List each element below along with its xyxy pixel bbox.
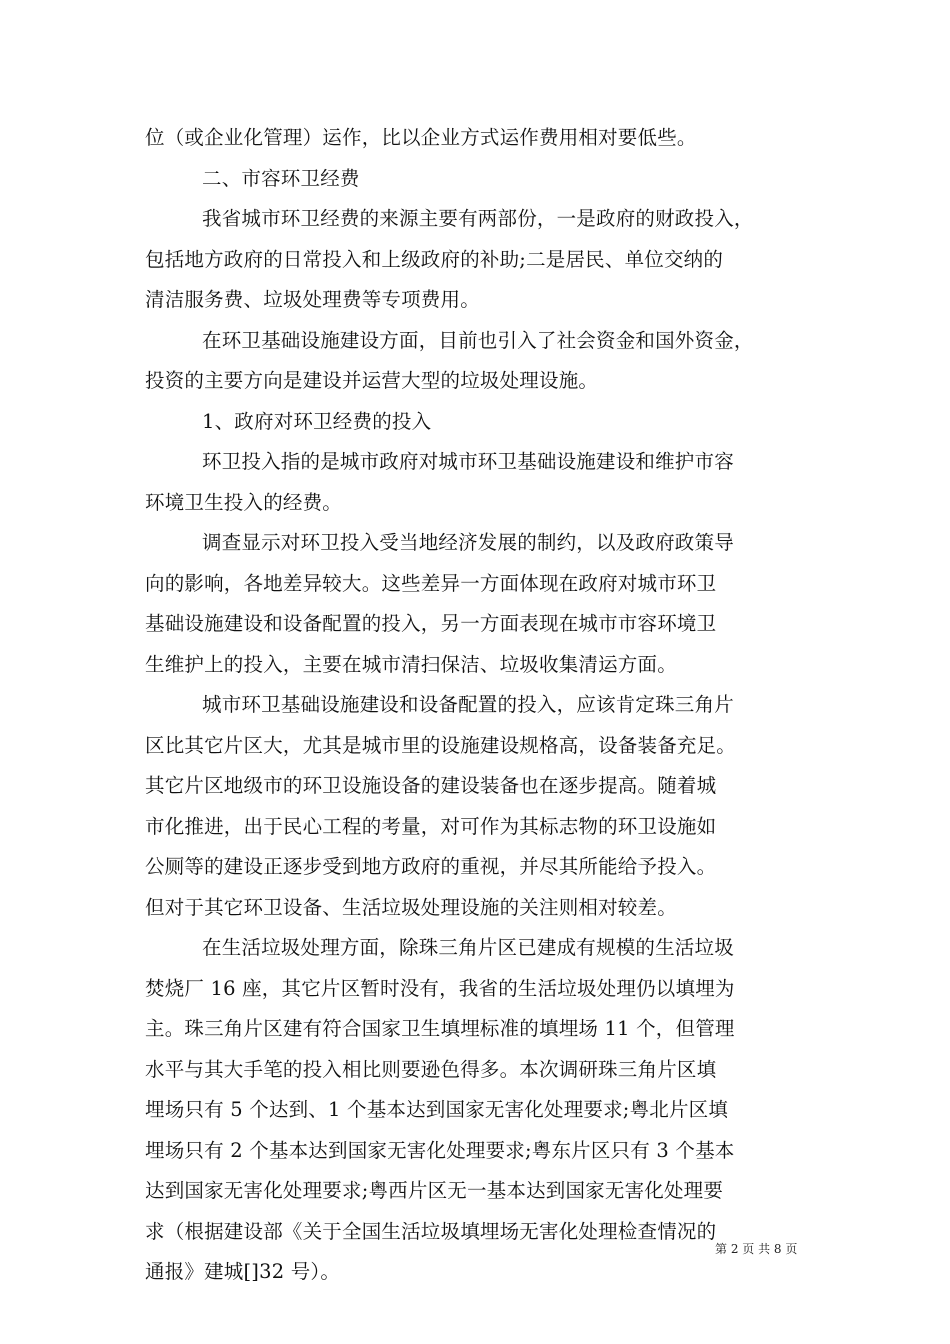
text-line-26: 埋场只有 2 个基本达到国家无害化处理要求;粤东片区只有 3 个基本 [145,1138,735,1162]
text-line-4: 包括地方政府的日常投入和上级政府的补助;二是居民、单位交纳的 [145,247,724,271]
text-line-22: 焚烧厂 16 座，其它片区暂时没有，我省的生活垃圾处理仍以填埋为 [145,976,735,1000]
text-line-25: 埋场只有 5 个达到、1 个基本达到国家无害化处理要求;粤北片区填 [145,1098,729,1121]
text-line-10: 环境卫生投入的经费。 [145,490,343,514]
text-line-14: 生维护上的投入，主要在城市清扫保洁、垃圾收集清运方面。 [145,652,677,676]
text-line-18: 市化推进，出于民心工程的考量，对可作为其标志物的环卫设施如 [145,814,717,838]
text-line-16: 区比其它片区大，尤其是城市里的设施建设规格高，设备装备充足。 [145,733,737,757]
text-line-12: 向的影响，各地差异较大。这些差异一方面体现在政府对城市环卫 [145,571,717,595]
text-line-1: 位（或企业化管理）运作，比以企业方式运作费用相对要低些。 [145,126,697,149]
text-line-19: 公厕等的建设正逐步受到地方政府的重视，并尽其所能给予投入。 [145,855,717,878]
text-line-11: 调查显示对环卫投入受当地经济发展的制约，以及政府政策导 [202,531,734,554]
text-line-9: 环卫投入指的是城市政府对城市环卫基础设施建设和维护市容 [202,450,734,473]
text-line-5: 清洁服务费、垃圾处理费等专项费用。 [145,288,480,311]
text-line-23: 主。珠三角片区建有符合国家卫生填埋标准的填埋场 11 个，但管理 [145,1017,735,1040]
text-line-7: 投资的主要方向是建设并运营大型的垃圾处理设施。 [145,369,599,392]
text-line-3: 我省城市环卫经费的来源主要有两部份，一是政府的财政投入， [202,207,754,230]
text-line-29: 通报》建城[]32 号）。 [145,1260,341,1283]
text-line-20: 但对于其它环卫设备、生活垃圾处理设施的关注则相对较差。 [145,895,677,919]
text-line-15: 城市环卫基础设施建设和设备配置的投入，应该肯定珠三角片 [202,693,734,716]
text-line-17: 其它片区地级市的环卫设施设备的建设装备也在逐步提高。随着城 [145,774,717,797]
page-number: 第 2 页 共 8 页 [715,1242,798,1256]
text-line-21: 在生活垃圾处理方面，除珠三角片区已建成有规模的生活垃圾 [202,936,734,959]
text-line-28: 求（根据建设部《关于全国生活垃圾填埋场无害化处理检查情况的 [145,1219,717,1243]
text-line-13: 基础设施建设和设备配置的投入，另一方面表现在城市市容环境卫 [145,612,717,635]
text-line-24: 水平与其大手笔的投入相比则要逊色得多。本次调研珠三角片区填 [145,1057,717,1081]
text-line-6: 在环卫基础设施建设方面，目前也引入了社会资金和国外资金， [202,328,754,352]
text-line-27: 达到国家无害化处理要求;粤西片区无一基本达到国家无害化处理要 [145,1179,724,1202]
subsection-heading: 1、政府对环卫经费的投入 [202,409,432,433]
section-heading: 二、市容环卫经费 [202,166,360,190]
document-body [145,118,810,1293]
